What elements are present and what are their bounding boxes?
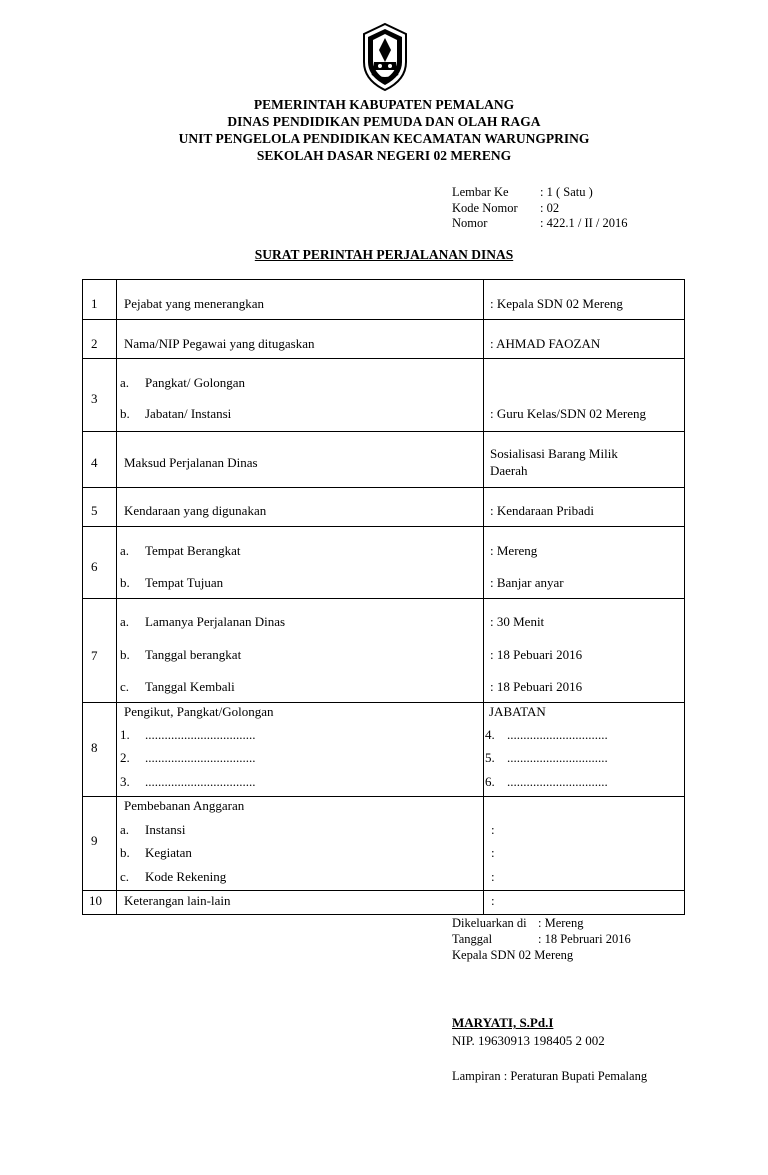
table-divider xyxy=(83,319,684,320)
item-marker: a. xyxy=(120,543,130,558)
row-value: : 18 Pebuari 2016 xyxy=(490,679,583,694)
jabatan-blank: ............................... xyxy=(507,750,608,765)
issued-place xyxy=(452,916,583,932)
table-divider xyxy=(83,487,684,488)
row-number: 2 xyxy=(91,336,98,351)
attachment-note: Lampiran : Peraturan Bupati Pemalang xyxy=(452,1069,648,1083)
follower-number: 2. xyxy=(120,750,130,765)
row-number: 3 xyxy=(91,391,98,406)
item-marker: b. xyxy=(120,647,130,662)
meta-nomor-label: Nomor xyxy=(452,216,488,230)
row-value: : xyxy=(491,893,495,908)
row-label: Instansi xyxy=(145,822,186,837)
row-label: Maksud Perjalanan Dinas xyxy=(124,455,258,470)
item-marker: a. xyxy=(120,614,130,629)
meta-kode-label: Kode Nomor xyxy=(452,200,518,215)
row-value: : 18 Pebuari 2016 xyxy=(490,647,583,662)
follower-blank: .................................. xyxy=(145,727,256,742)
meta-nomor-value: : 422.1 / II / 2016 xyxy=(540,216,628,230)
row-value: : AHMAD FAOZAN xyxy=(490,336,601,351)
document-meta xyxy=(452,185,628,232)
row-label: Pembebanan Anggaran xyxy=(124,798,245,813)
row-label: Tanggal Kembali xyxy=(145,679,235,694)
row-value: : Mereng xyxy=(490,543,538,558)
jabatan-number: 5. xyxy=(485,750,495,765)
follower-blank: .................................. xyxy=(145,774,256,789)
header-line-2: DINAS PENDIDIKAN PEMUDA DAN OLAH RAGA xyxy=(227,114,541,129)
jabatan-blank: ............................... xyxy=(507,727,608,742)
issued-label: Dikeluarkan di xyxy=(452,916,527,930)
table-divider xyxy=(83,526,684,527)
table-divider xyxy=(83,598,684,599)
header-line-1: PEMERINTAH KABUPATEN PEMALANG xyxy=(253,97,515,112)
table-divider xyxy=(483,280,484,914)
signer-nip: NIP. 19630913 198405 2 002 xyxy=(452,1033,605,1048)
row-label: Keterangan lain-lain xyxy=(124,893,231,908)
item-marker: b. xyxy=(120,406,130,421)
row-number: 9 xyxy=(91,833,98,848)
table-divider xyxy=(83,431,684,432)
row-label: Tanggal berangkat xyxy=(145,647,242,662)
table-divider xyxy=(83,702,684,703)
meta-lembar-value: : 1 ( Satu ) xyxy=(540,185,593,199)
meta-lembar-label: Lembar Ke xyxy=(452,185,509,199)
row-number: 6 xyxy=(91,559,98,574)
item-marker: c. xyxy=(120,869,130,884)
row-label: Jabatan/ Instansi xyxy=(145,406,232,421)
row-label: Kendaraan yang digunakan xyxy=(124,503,267,518)
row-label: Tempat Tujuan xyxy=(145,575,224,590)
row-number: 7 xyxy=(91,648,98,663)
row-number: 10 xyxy=(89,893,102,908)
row-label: Tempat Berangkat xyxy=(145,543,241,558)
row-value: Daerah xyxy=(490,463,528,478)
jabatan-number: 6. xyxy=(485,774,495,789)
table-divider xyxy=(116,280,117,914)
follower-blank: .................................. xyxy=(145,750,256,765)
follower-number: 3. xyxy=(120,774,130,789)
row-value: Sosialisasi Barang Milik xyxy=(490,446,618,461)
row-label: Kegiatan xyxy=(145,845,192,860)
document-title: SURAT PERINTAH PERJALANAN DINAS xyxy=(254,247,514,262)
item-marker: b. xyxy=(120,575,130,590)
table-divider xyxy=(83,358,684,359)
jabatan-blank: ............................... xyxy=(507,774,608,789)
header-line-3: UNIT PENGELOLA PENDIDIKAN KECAMATAN WARUNGPRING xyxy=(178,131,590,146)
issued-date xyxy=(452,932,631,948)
row-number: 5 xyxy=(91,503,98,518)
regency-seal-logo xyxy=(360,22,410,92)
item-marker: c. xyxy=(120,679,130,694)
signer-name: MARYATI, S.Pd.I xyxy=(452,1015,554,1030)
meta-kode-value: : 02 xyxy=(540,200,560,215)
jabatan-number: 4. xyxy=(485,727,495,742)
row-label: Nama/NIP Pegawai yang ditugaskan xyxy=(124,336,315,351)
row-label: Pengikut, Pangkat/Golongan xyxy=(124,704,274,719)
item-marker: a. xyxy=(120,822,130,837)
row-value: : Kendaraan Pribadi xyxy=(490,503,594,518)
date-value: : 18 Pebruari 2016 xyxy=(538,932,631,946)
row-value: : xyxy=(491,869,495,884)
row-label: Pangkat/ Golongan xyxy=(145,375,246,390)
row-value: : 30 Menit xyxy=(490,614,545,629)
row-value: : Banjar anyar xyxy=(490,575,564,590)
travel-order-table xyxy=(82,279,685,915)
date-label: Tanggal xyxy=(452,932,493,946)
table-divider xyxy=(83,890,684,891)
row-number: 8 xyxy=(91,740,98,755)
row-value: : Guru Kelas/SDN 02 Mereng xyxy=(490,406,646,421)
row-number: 1 xyxy=(91,296,98,311)
row-label: Kode Rekening xyxy=(145,869,227,884)
item-marker: a. xyxy=(120,375,130,390)
jabatan-heading: JABATAN xyxy=(489,704,546,719)
header-line-4: SEKOLAH DASAR NEGERI 02 MERENG xyxy=(256,148,512,163)
row-label: Pejabat yang menerangkan xyxy=(124,296,265,311)
row-number: 4 xyxy=(91,455,98,470)
follower-number: 1. xyxy=(120,727,130,742)
row-label: Lamanya Perjalanan Dinas xyxy=(145,614,286,629)
row-value: : xyxy=(491,845,495,860)
issued-value: : Mereng xyxy=(538,916,584,930)
row-value: : xyxy=(491,822,495,837)
item-marker: b. xyxy=(120,845,130,860)
table-divider xyxy=(83,796,684,797)
signer-position: Kepala SDN 02 Mereng xyxy=(452,948,574,962)
row-value: : Kepala SDN 02 Mereng xyxy=(490,296,623,311)
